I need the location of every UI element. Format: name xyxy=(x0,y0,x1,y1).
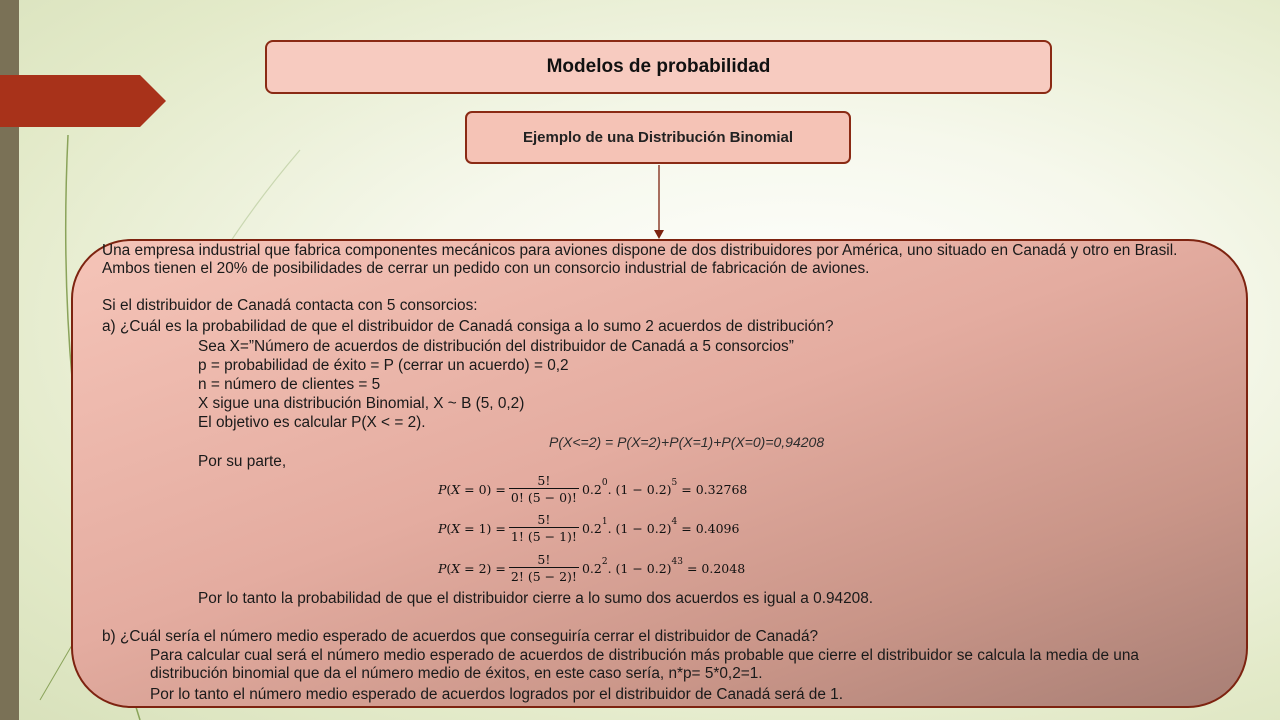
por-su-parte: Por su parte, xyxy=(198,453,287,470)
variable-definition: Sea X=”Número de acuerdos de distribución del distribuidor de Canadá a 5 consorcios” xyxy=(198,338,794,355)
question-a: a) ¿Cuál es la probabilidad de que el distribuidor de Canadá consiga a lo sumo 2 acuerdos de distribución? xyxy=(102,318,834,335)
objective-line: El objetivo es calcular P(X < = 2). xyxy=(198,414,426,431)
success-probability: p = probabilidad de éxito = P (cerrar un acuerdo) = 0,2 xyxy=(198,357,569,374)
conclusion-a: Por lo tanto la probabilidad de que el distribuidor cierre a lo sumo dos acuerdos es igual a 0.94208. xyxy=(198,590,874,607)
equation-x0: 𝑃(𝑋 = 0) = $\frac{5!}{0! (5 - 0)!}$ 0.2 0 . (1 − 0.2) 5 = 0.32768 xyxy=(438,473,748,505)
conclusion-b: Por lo tanto el número medio esperado de acuerdos logrados por el distribuidor de Canadá será de 1. xyxy=(150,686,844,703)
question-b: b) ¿Cuál sería el número medio esperado de acuerdos que conseguiría cerrar el distribuidor de Canadá? xyxy=(102,628,819,645)
connector-arrow xyxy=(0,0,1280,245)
page-title: Modelos de probabilidad xyxy=(546,56,771,77)
mean-calculation: Para calcular cual será el número medio esperado de acuerdos de distribución más probable que cierre el distribuidor se calcula la media de una distribución binomial que da el número medio de éxitos, en este caso sería, n*p= 5*0,2=1. xyxy=(150,647,1139,682)
subtitle: Ejemplo de una Distribución Binomial xyxy=(522,129,794,146)
intro-paragraph: Una empresa industrial que fabrica componentes mecánicos para aviones dispone de dos distribuidores por América, uno situado en Canadá y otro en Brasil. Ambos tienen el 20% de posibilidades de cerrar un pedido con un consorcio industrial de fabricación de aviones. xyxy=(102,242,1178,277)
distribution-statement: X sigue una distribución Binomial, X ~ B (5, 0,2) xyxy=(198,395,525,412)
equation-x1: 𝑃(𝑋 = 1) = $\frac{5!}{1! (5 - 1)!}$ 0.2 1 . (1 − 0.2) 4 = 0.4096 xyxy=(438,512,740,544)
context-line: Si el distribuidor de Canadá contacta con 5 consorcios: xyxy=(102,297,478,314)
sum-formula: P(X<=2) = P(X=2)+P(X=1)+P(X=0)=0,94208 xyxy=(549,434,825,450)
equation-x2: 𝑃(𝑋 = 2) = $\frac{5!}{2! (5 - 2)!}$ 0.2 2 . (1 − 0.2) 43 = 0.2048 xyxy=(438,552,746,584)
trials-count: n = número de clientes = 5 xyxy=(198,376,381,393)
